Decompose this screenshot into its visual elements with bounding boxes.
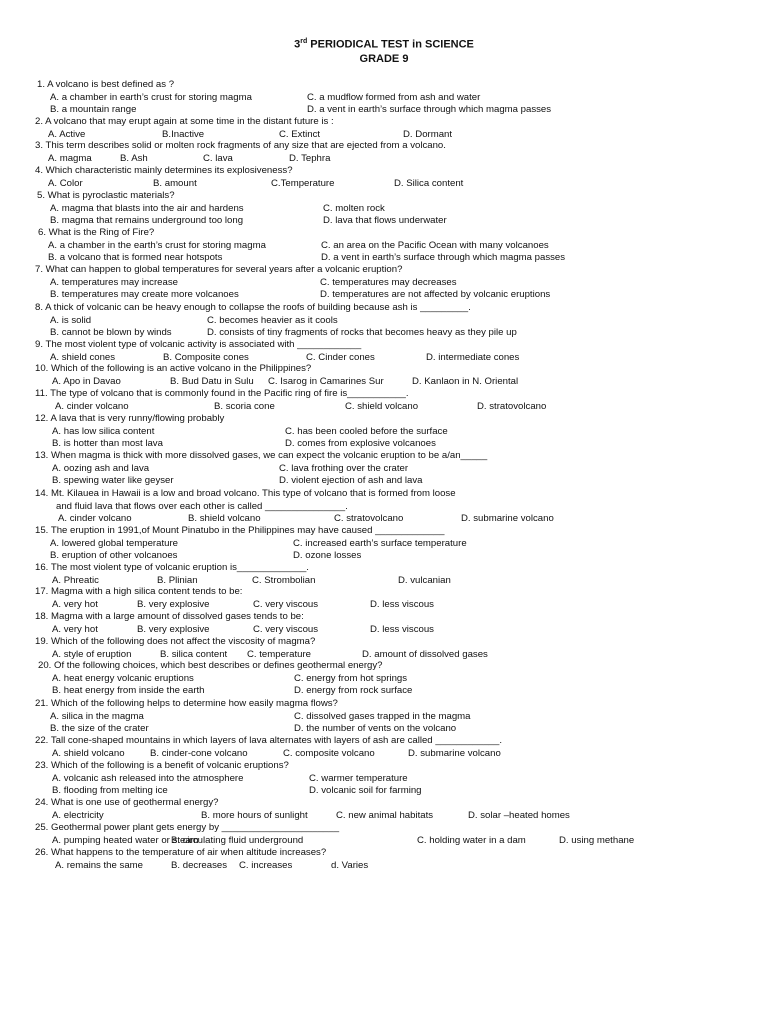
question-22-text: 22. Tall cone-shaped mountains in which layers of lava alternates with layers of ash are called ____________. — [35, 735, 503, 746]
question-26-option-d: d. Varies — [331, 859, 369, 871]
question-13-option-b: C. lava frothing over the crater — [279, 462, 409, 474]
question-21-option-d: D. the number of vents on the volcano — [294, 723, 457, 734]
question-9-option-d: D. intermediate cones — [426, 351, 520, 363]
title-text: PERIODICAL TEST in SCIENCE — [307, 38, 474, 51]
question-1-text: 1. A volcano is best defined as ? — [37, 79, 175, 90]
question-23-option-b: C. warmer temperature — [309, 772, 408, 784]
question-12-option-c: B. is hotter than most lava — [52, 438, 163, 449]
question-19-option-c: C. temperature — [247, 648, 311, 660]
question-16-option-b: B. Plinian — [157, 574, 198, 586]
question-18-option-b: B. very explosive — [137, 623, 210, 635]
question-9-option-b: B. Composite cones — [163, 351, 249, 363]
question-25-text: 25. Geothermal power plant gets energy by ______________________ — [35, 822, 340, 833]
question-4-option-b: B. amount — [153, 177, 197, 189]
question-23-option-d: D. volcanic soil for farming — [309, 785, 422, 796]
question-4-option-c: C.Temperature — [271, 177, 335, 189]
question-6-option-d: D. a vent in earth’s surface through which magma passes — [321, 252, 566, 263]
question-16-option-c: C. Strombolian — [252, 574, 316, 586]
question-11-option-b: B. scoria cone — [214, 400, 275, 412]
question-23-text: 23. Which of the following is a benefit of volcanic eruptions? — [35, 760, 289, 771]
question-14-option-d: D. submarine volcano — [461, 513, 554, 524]
question-7-option-d: D. temperatures are not affected by volcanic eruptions — [320, 289, 551, 300]
question-8-option-b: C. becomes heavier as it cools — [207, 314, 338, 326]
question-26-option-b: B. decreases — [171, 859, 227, 871]
question-8-option-a: A. is solid — [50, 314, 92, 326]
question-24-text: 24. What is one use of geothermal energy? — [35, 797, 219, 808]
question-14-option-a: A. cinder volcano — [58, 513, 132, 524]
question-17-text: 17. Magma with a high silica content tends to be: — [35, 586, 243, 597]
question-20-option-d: D. energy from rock surface — [294, 685, 413, 696]
question-12-option-b: C. has been cooled before the surface — [285, 425, 448, 437]
question-17-option-c: C. very viscous — [253, 598, 319, 610]
question-7-option-b: C. temperatures may decreases — [320, 276, 457, 288]
question-24-option-b: B. more hours of sunlight — [201, 809, 308, 821]
question-13-option-a: A. oozing ash and lava — [52, 462, 150, 474]
question-16-option-a: A. Phreatic — [52, 574, 99, 586]
question-10-option-b: B. Bud Datu in Sulu — [170, 375, 254, 387]
question-8-option-d: D. consists of tiny fragments of rocks that becomes heavy as they pile up — [207, 327, 517, 338]
question-14-option-b: B. shield volcano — [188, 513, 261, 524]
question-11-option-c: C. shield volcano — [345, 400, 419, 412]
grade-label: GRADE 9 — [359, 53, 409, 65]
question-19-option-d: D. amount of dissolved gases — [362, 648, 488, 660]
question-10-option-c: C. Isarog in Camarines Sur — [268, 375, 384, 387]
question-11-option-d: D. stratovolcano — [477, 400, 547, 412]
question-18-option-c: C. very viscous — [253, 623, 319, 635]
question-17-option-d: D. less viscous — [370, 598, 434, 610]
question-8-text: 8. A thick of volcanic can be heavy enough to collapse the roofs of building because ash is _________. — [35, 302, 471, 313]
question-11-text: 11. The type of volcano that is commonly found in the Pacific ring of fire is___________. — [35, 388, 409, 399]
question-22-option-b: B. cinder-cone volcano — [150, 747, 248, 759]
question-20-option-a: A. heat energy volcanic eruptions — [52, 672, 194, 684]
title-ordinal-suffix: rd — [300, 38, 308, 45]
question-3-option-d: D. Tephra — [289, 152, 331, 164]
question-9-option-c: C. Cinder cones — [306, 351, 375, 363]
question-20-option-b: C. energy from hot springs — [294, 672, 408, 684]
question-19-option-b: B. silica content — [160, 648, 228, 660]
question-25-option-a: A. pumping heated water or steam — [52, 834, 199, 846]
question-12-option-d: D. comes from explosive volcanoes — [285, 438, 436, 449]
question-24-option-c: C. new animal habitats — [336, 809, 434, 821]
question-9-text: 9. The most violent type of volcanic activity is associated with ____________ — [35, 339, 362, 350]
question-10-text: 10. Which of the following is an active volcano in the Philippines? — [35, 363, 312, 374]
question-15-option-a: A. lowered global temperature — [50, 537, 178, 549]
question-25-option-b: B. circulating fluid underground — [171, 834, 304, 846]
question-14-text: 14. Mt. Kilauea in Hawaii is a low and broad volcano. This type of volcano that is formed from loose — [35, 488, 456, 499]
question-21-text: 21. Which of the following helps to determine how easily magma flows? — [35, 698, 338, 709]
question-3-option-a: A. magma — [48, 152, 92, 164]
question-15-option-c: B. eruption of other volcanoes — [50, 550, 178, 561]
question-2-option-d: D. Dormant — [403, 128, 453, 140]
question-13-option-d: D. violent ejection of ash and lava — [279, 475, 423, 486]
question-3-text: 3. This term describes solid or molten rock fragments of any size that are ejected from a volcano. — [35, 140, 446, 151]
question-26-text: 26. What happens to the temperature of air when altitude increases? — [35, 847, 327, 858]
question-1-option-a: A. a chamber in earth’s crust for storing magma — [50, 91, 252, 103]
question-23-option-c: B. flooding from melting ice — [52, 785, 168, 796]
question-4-text: 4. Which characteristic mainly determines its explosiveness? — [35, 165, 293, 176]
question-21-option-c: B. the size of the crater — [50, 723, 149, 734]
question-17-option-b: B. very explosive — [137, 598, 210, 610]
question-2-option-c: C. Extinct — [279, 128, 321, 140]
question-23-option-a: A. volcanic ash released into the atmosphere — [52, 772, 244, 784]
test-title — [0, 38, 768, 51]
question-4-option-d: D. Silica content — [394, 177, 464, 189]
question-6-option-a: A. a chamber in the earth’s crust for storing magma — [48, 239, 266, 251]
question-10-option-d: D. Kanlaon in N. Oriental — [412, 375, 519, 387]
question-18-option-d: D. less viscous — [370, 623, 434, 635]
question-5-text: 5. What is pyroclastic materials? — [37, 190, 175, 201]
question-12-text: 12. A lava that is very runny/flowing probably — [35, 413, 225, 424]
question-25-option-d: D. using methane — [559, 834, 635, 846]
question-16-option-d: D. vulcanian — [398, 574, 451, 586]
question-2-text: 2. A volcano that may erupt again at some time in the distant future is : — [35, 116, 334, 127]
question-2-option-b: B.Inactive — [162, 128, 205, 140]
question-5-option-b: C. molten rock — [323, 202, 385, 214]
question-7-option-a: A. temperatures may increase — [50, 276, 178, 288]
question-4-option-a: A. Color — [48, 177, 83, 189]
question-22-option-c: C. composite volcano — [283, 747, 375, 759]
question-26-option-c: C. increases — [239, 859, 293, 871]
question-21-option-b: C. dissolved gases trapped in the magma — [294, 710, 471, 722]
question-10-option-a: A. Apo in Davao — [52, 375, 121, 387]
question-19-option-a: A. style of eruption — [52, 648, 132, 660]
question-13-text: 13. When magma is thick with more dissolved gases, we can expect the volcanic eruption to be a/an_____ — [35, 450, 488, 461]
question-7-option-c: B. temperatures may create more volcanoes — [50, 289, 239, 300]
question-9-option-a: A. shield cones — [50, 351, 116, 363]
question-15-option-d: D. ozone losses — [293, 550, 362, 561]
question-19-text: 19. Which of the following does not affect the viscosity of magma? — [35, 636, 316, 647]
question-24-option-a: A. electricity — [52, 809, 104, 821]
question-11-option-a: A. cinder volcano — [55, 400, 129, 412]
question-1-option-c: B. a mountain range — [50, 104, 137, 115]
question-8-option-c: B. cannot be blown by winds — [50, 327, 172, 338]
question-13-option-c: B. spewing water like geyser — [52, 475, 174, 486]
question-14-option-c: C. stratovolcano — [334, 513, 404, 524]
question-6-text: 6. What is the Ring of Fire? — [38, 227, 155, 238]
question-26-option-a: A. remains the same — [55, 859, 143, 871]
question-3-option-b: B. Ash — [120, 152, 148, 164]
question-14-text-cont: and fluid lava that flows over each other is called _______________. — [56, 500, 348, 512]
question-22-option-a: A. shield volcano — [52, 747, 125, 759]
question-3-option-c: C. lava — [203, 152, 233, 164]
question-24-option-d: D. solar –heated homes — [468, 809, 570, 821]
question-12-option-a: A. has low silica content — [52, 425, 155, 437]
question-20-text: 20. Of the following choices, which best describes or defines geothermal energy? — [38, 660, 383, 671]
question-5-option-a: A. magma that blasts into the air and hardens — [50, 202, 244, 214]
question-16-text: 16. The most violent type of volcanic eruption is_____________. — [35, 562, 309, 573]
question-1-option-d: D. a vent in earth’s surface through which magma passes — [307, 104, 552, 115]
question-20-option-c: B. heat energy from inside the earth — [52, 685, 205, 696]
question-21-option-a: A. silica in the magma — [50, 710, 144, 722]
question-18-option-a: A. very hot — [52, 623, 98, 635]
question-5-option-d: D. lava that flows underwater — [323, 215, 447, 226]
question-1-option-b: C. a mudflow formed from ash and water — [307, 91, 481, 103]
question-15-option-b: C. increased earth’s surface temperature — [293, 537, 467, 549]
question-18-text: 18. Magma with a large amount of dissolved gases tends to be: — [35, 611, 304, 622]
question-15-text: 15. The eruption in 1991,of Mount Pinatubo in the Philippines may have caused _____________ — [35, 525, 445, 536]
title-ordinal: 3 — [294, 38, 301, 51]
question-25-option-c: C. holding water in a dam — [417, 834, 526, 846]
question-22-option-d: D. submarine volcano — [408, 747, 501, 759]
question-5-option-c: B. magma that remains underground too long — [50, 215, 244, 226]
question-17-option-a: A. very hot — [52, 598, 98, 610]
question-7-text: 7. What can happen to global temperatures for several years after a volcanic eruption? — [35, 264, 403, 275]
question-6-option-c: B. a volcano that is formed near hotspots — [48, 252, 223, 263]
question-2-option-a: A. Active — [48, 128, 86, 140]
question-6-option-b: C. an area on the Pacific Ocean with many volcanoes — [321, 239, 549, 251]
